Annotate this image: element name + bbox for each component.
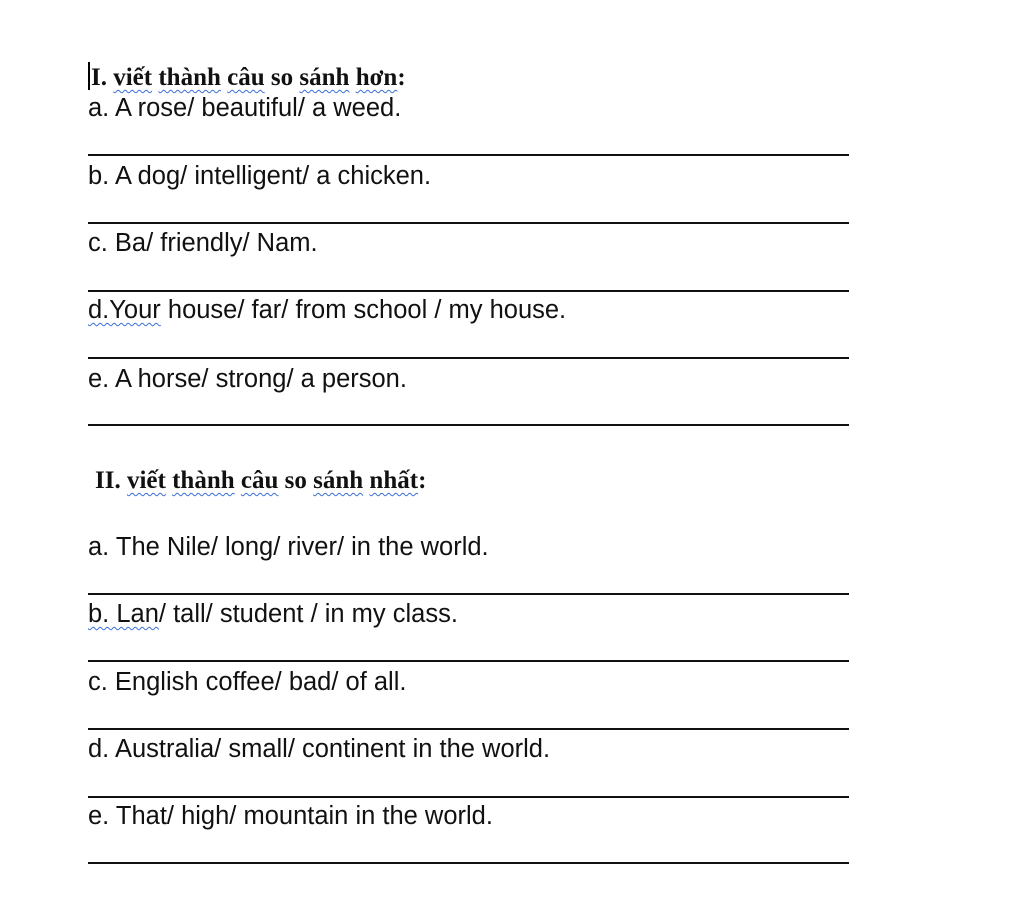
exercise-item-1c: c. Ba/ friendly/ Nam.	[88, 229, 318, 257]
section-1-word: sánh	[299, 64, 350, 91]
answer-line[interactable]	[88, 728, 849, 730]
exercise-item-1a: a. A rose/ beautiful/ a weed.	[88, 94, 402, 122]
exercise-item-1e: e. A horse/ strong/ a person.	[88, 365, 407, 393]
answer-line[interactable]	[88, 154, 849, 156]
section-1-colon: :	[397, 64, 406, 91]
answer-line[interactable]	[88, 424, 849, 426]
section-2-word: viết	[126, 467, 166, 494]
answer-line[interactable]	[88, 660, 849, 662]
exercise-item-2e: e. That/ high/ mountain in the world.	[88, 802, 493, 830]
section-1-word: thành	[158, 64, 221, 91]
exercise-item-2b	[88, 602, 458, 628]
item-1d-rest: house/ far/ from school / my house.	[160, 296, 567, 324]
exercise-item-1b: b. A dog/ intelligent/ a chicken.	[88, 162, 432, 190]
exercise-item-2c: c. English coffee/ bad/ of all.	[88, 668, 407, 696]
exercise-item-2d: d. Australia/ small/ continent in the world.	[88, 735, 551, 763]
answer-line[interactable]	[88, 796, 849, 798]
answer-line[interactable]	[88, 290, 849, 292]
section-1-word: so	[270, 64, 294, 91]
section-2-word: thành	[172, 467, 235, 494]
section-2-heading	[95, 468, 426, 493]
section-2-word: sánh	[313, 467, 364, 494]
section-2-word: so	[284, 467, 307, 494]
answer-line[interactable]	[88, 593, 849, 595]
section-2-word: nhất	[369, 467, 419, 494]
text-cursor	[88, 62, 90, 90]
section-1-heading	[88, 62, 406, 90]
item-2b-rest: / tall/ student / in my class.	[158, 600, 458, 628]
section-1-word: câu	[227, 64, 265, 91]
section-2-colon: :	[418, 467, 427, 494]
section-2-prefix: II.	[95, 467, 127, 494]
exercise-item-2a: a. The Nile/ long/ river/ in the world.	[88, 533, 489, 561]
answer-line[interactable]	[88, 357, 849, 359]
section-1-word: hơn	[355, 64, 398, 91]
item-2b-first-word: b. Lan	[88, 600, 159, 628]
section-1-prefix: I.	[91, 64, 114, 91]
answer-line[interactable]	[88, 222, 849, 224]
item-1d-first-word: d.Your	[88, 296, 161, 324]
answer-line[interactable]	[88, 862, 849, 864]
section-1-word: viết	[113, 64, 153, 91]
exercise-item-1d	[88, 298, 566, 324]
section-2-word: câu	[240, 467, 279, 494]
